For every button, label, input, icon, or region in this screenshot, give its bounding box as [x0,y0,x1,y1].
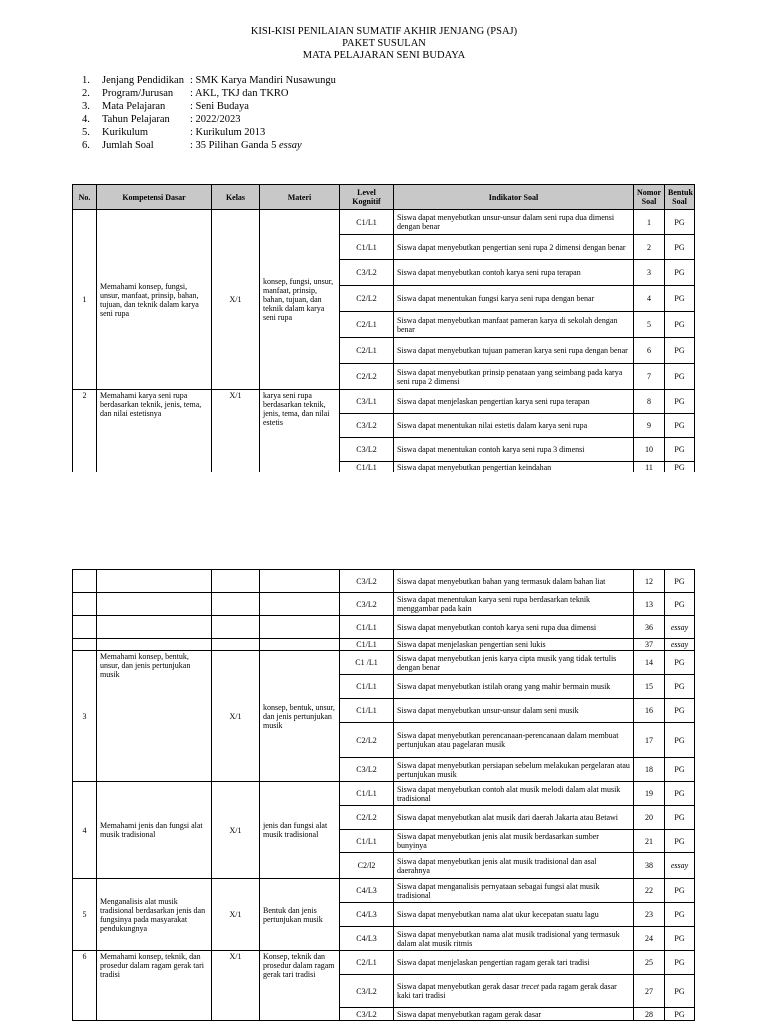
table-cell: C2/L2 [340,286,394,312]
table-cell: C4/L3 [340,879,394,903]
table-cell: C3/L2 [340,1008,394,1021]
table-cell: PG [665,951,695,975]
table-cell: C1/L1 [340,675,394,699]
materi: konsep, fungsi, unsur, manfaat, prinsip, bahan, tujuan, dan teknik dalam karya seni rupa [260,210,340,390]
table-cell: C3/L2 [340,975,394,1008]
table-cell: Siswa dapat menentukan karya seni rupa berdasarkan teknik menggambar pada kain [394,593,634,616]
table-cell [73,639,97,651]
table-cell: 20 [634,806,665,830]
table-cell: Siswa dapat menjelaskan pengertian ragam gerak tari tradisi [394,951,634,975]
table-cell [260,593,340,616]
table-cell: PG [665,364,695,390]
table-cell: 19 [634,782,665,806]
table-cell: PG [665,235,695,260]
table-cell: PG [665,830,695,853]
table-cell: 2 [634,235,665,260]
kd-number: 4 [73,782,97,879]
table-cell: Siswa dapat menganalisis pernyataan sebagai fungsi alat musik tradisional [394,879,634,903]
table-cell: C3/L2 [340,438,394,462]
col-header-kelas: Kelas [212,185,260,210]
table-cell: C2/L1 [340,338,394,364]
table-cell: Siswa dapat menjelaskan pengertian seni lukis [394,639,634,651]
doc-subtitle: PAKET SUSULAN [342,38,426,49]
table-cell: 38 [634,853,665,879]
table-cell: 36 [634,616,665,639]
materi: jenis dan fungsi alat musik tradisional [260,782,340,879]
table-cell: C2/l2 [340,853,394,879]
table-row [73,951,695,975]
kelas: X/1 [212,951,260,1021]
table-cell: PG [665,651,695,675]
kelas: X/1 [212,210,260,390]
kd-text: Memahami konsep, bentuk, unsur, dan jenis pertunjukan musik [97,651,212,782]
table-cell: PG [665,260,695,286]
table-cell: Siswa dapat menyebutkan ragam gerak dasar [394,1008,634,1021]
table-cell: C2/L2 [340,723,394,758]
table-cell: Siswa dapat menyebutkan contoh karya seni rupa dua dimensi [394,616,634,639]
table-cell: 9 [634,414,665,438]
info-row: 2. Program/Jurusan : AKL, TKJ dan TKRO [82,88,289,99]
table-cell: 28 [634,1008,665,1021]
table-row [73,390,695,414]
col-header-materi: Materi [260,185,340,210]
table-cell: 27 [634,975,665,1008]
kd-text: Memahami konsep, fungsi, unsur, manfaat, prinsip, bahan, tujuan, dan teknik dalam karya seni rupa [97,210,212,390]
table-cell [73,593,97,616]
kelas: X/1 [212,390,260,473]
kelas: X/1 [212,782,260,879]
table-cell: PG [665,390,695,414]
table-cell: Siswa dapat menyebutkan contoh alat musik melodi dalam alat musik tradisional [394,782,634,806]
table-cell [97,593,212,616]
table-cell: 22 [634,879,665,903]
table-cell: PG [665,570,695,593]
table-row [73,593,695,616]
table-cell: PG [665,312,695,338]
table-cell: Siswa dapat menentukan contoh karya seni rupa 3 dimensi [394,438,634,462]
table-cell: PG [665,414,695,438]
table-cell [73,570,97,593]
kd-text: Menganalisis alat musik tradisional berdasarkan jenis dan fungsinya pada masyarakat pendukungnya [97,879,212,951]
table-cell: C3/L2 [340,570,394,593]
table-cell: 8 [634,390,665,414]
table-cell: PG [665,438,695,462]
col-header-bentuk: Bentuk Soal [665,185,695,210]
table-cell: Siswa dapat menyebutkan persiapan sebelum melakukan pergelaran atau pertunjukan musik [394,758,634,782]
materi: Bentuk dan jenis pertunjukan musik [260,879,340,951]
table-cell: C1 /L1 [340,651,394,675]
table-cell: Siswa dapat menyebutkan pengertian seni rupa 2 dimensi dengan benar [394,235,634,260]
kd-number: 6 [73,951,97,1021]
kisi-table-page-2 [72,569,695,1021]
table-cell [97,639,212,651]
table-cell: PG [665,723,695,758]
table-cell: 4 [634,286,665,312]
table-cell: 12 [634,570,665,593]
materi: konsep, bentuk, unsur, dan jenis pertunjukan musik [260,651,340,782]
kisi-table-page-1 [72,184,695,473]
col-header-level: Level Kognitif [340,185,394,210]
table-cell: 15 [634,675,665,699]
kd-text: Memahami konsep, teknik, dan prosedur dalam ragam gerak tari tradisi [97,951,212,1021]
table-cell: 7 [634,364,665,390]
table-cell: PG [665,879,695,903]
table-cell: Siswa dapat menentukan fungsi karya seni rupa dengan benar [394,286,634,312]
table-cell: PG [665,462,695,473]
table-cell: PG [665,758,695,782]
table-cell: C1/L1 [340,639,394,651]
kd-text: Memahami karya seni rupa berdasarkan teknik, jenis, tema, dan nilai estetisnya [97,390,212,473]
materi: Konsep, teknik dan prosedur dalam ragam gerak tari tradisi [260,951,340,1021]
table-cell: C3/L1 [340,390,394,414]
kd-number: 1 [73,210,97,390]
table-cell: C2/L1 [340,951,394,975]
col-header-nomor: Nomor Soal [634,185,665,210]
table-cell: Siswa dapat menyebutkan alat musik dari daerah Jakarta atau Betawi [394,806,634,830]
table-cell: C2/L2 [340,806,394,830]
info-row: 4. Tahun Pelajaran : 2022/2023 [82,114,241,125]
table-row [73,210,695,235]
kelas: X/1 [212,879,260,951]
table-cell: 17 [634,723,665,758]
table-cell [212,616,260,639]
table-cell [73,616,97,639]
table-cell [260,639,340,651]
table-cell: PG [665,338,695,364]
doc-subject: MATA PELAJARAN SENI BUDAYA [302,50,466,61]
table-cell: C1/L1 [340,830,394,853]
table-cell [260,616,340,639]
table-cell: PG [665,593,695,616]
table-cell: Siswa dapat menyebutkan pengertian keindahan [394,462,634,473]
table-cell: 23 [634,903,665,927]
table-cell [97,616,212,639]
table-cell: 11 [634,462,665,473]
table-cell: C4/L3 [340,927,394,951]
table-cell: Siswa dapat menyebutkan jenis alat musik berdasarkan sumber bunyinya [394,830,634,853]
table-cell: PG [665,782,695,806]
table-cell: C1/L1 [340,235,394,260]
info-row: 6. Jumlah Soal : 35 Pilihan Ganda 5 essay [82,140,302,151]
table-row [73,570,695,593]
kd-text: Memahami jenis dan fungsi alat musik tradisional [97,782,212,879]
table-cell [212,639,260,651]
table-cell: 25 [634,951,665,975]
table-cell: PG [665,903,695,927]
table-cell: 5 [634,312,665,338]
kelas: X/1 [212,651,260,782]
table-cell: PG [665,699,695,723]
kd-number: 5 [73,879,97,951]
table-cell: C1/L1 [340,210,394,235]
info-list [82,74,336,152]
info-row: 5. Kurikulum : Kurikulum 2013 [82,127,266,138]
table-cell: PG [665,806,695,830]
page-break [0,472,768,568]
info-row: 3. Mata Pelajaran : Seni Budaya [82,101,249,112]
table-cell: PG [665,286,695,312]
col-header-indikator: Indikator Soal [394,185,634,210]
table-cell: essay [665,853,695,879]
table-cell: 10 [634,438,665,462]
table-cell: essay [665,639,695,651]
table-cell: Siswa dapat menentukan nilai estetis dalam karya seni rupa [394,414,634,438]
table-cell [97,570,212,593]
table-row [73,639,695,651]
table-cell: C3/L2 [340,593,394,616]
table-cell: C1/L1 [340,782,394,806]
table-cell: PG [665,1008,695,1021]
table-cell: Siswa dapat menyebutkan gerak dasar trecet pada ragam gerak dasar kaki tari tradisi [394,975,634,1008]
table-cell: Siswa dapat menyebutkan jenis karya cipta musik yang tidak tertulis dengan benar [394,651,634,675]
table-cell: C1/L1 [340,462,394,473]
table-row [73,782,695,806]
table-cell: PG [665,927,695,951]
doc-title: KISI-KISI PENILAIAN SUMATIF AKHIR JENJANG (PSAJ) [250,26,518,37]
table-cell [212,570,260,593]
table-cell: 1 [634,210,665,235]
table-cell: 37 [634,639,665,651]
table-cell: Siswa dapat menyebutkan istilah orang yang mahir bermain musik [394,675,634,699]
table-cell [212,593,260,616]
info-row: 1. Jenjang Pendidikan : SMK Karya Mandiri Nusawungu [82,75,336,86]
table-row [73,879,695,903]
table-cell: Siswa dapat menyebutkan bahan yang termasuk dalam bahan liat [394,570,634,593]
table-cell: 14 [634,651,665,675]
table-row [73,651,695,675]
table-cell: C4/L3 [340,903,394,927]
materi: karya seni rupa berdasarkan teknik, jenis, tema, dan nilai estetis [260,390,340,473]
table-cell: Siswa dapat menyebutkan unsur-unsur dalam seni rupa dua dimensi dengan benar [394,210,634,235]
kd-number: 2 [73,390,97,473]
col-header-no: No. [73,185,97,210]
table-cell: 6 [634,338,665,364]
table-cell: 16 [634,699,665,723]
table-cell: 24 [634,927,665,951]
table-cell: C3/L2 [340,260,394,286]
table-cell: Siswa dapat menyebutkan jenis alat musik tradisional dan asal daerahnya [394,853,634,879]
table-cell: Siswa dapat menyebutkan manfaat pameran karya di sekolah dengan benar [394,312,634,338]
table-cell: 3 [634,260,665,286]
table-cell: PG [665,975,695,1008]
table-row [73,616,695,639]
table-cell: Siswa dapat menyebutkan unsur-unsur dalam seni musik [394,699,634,723]
table-cell [260,570,340,593]
table-cell: PG [665,675,695,699]
table-cell: C1/L1 [340,699,394,723]
table-cell: Siswa dapat menjelaskan pengertian karya seni rupa terapan [394,390,634,414]
kd-number: 3 [73,651,97,782]
table-cell: Siswa dapat menyebutkan nama alat musik tradisional yang termasuk dalam alat musik ritmis [394,927,634,951]
table-cell: C2/L1 [340,312,394,338]
table-cell: Siswa dapat menyebutkan prinsip penataan yang seimbang pada karya seni rupa 2 dimensi [394,364,634,390]
table-cell: C2/L2 [340,364,394,390]
table-cell: Siswa dapat menyebutkan perencanaan-perencanaan dalam membuat pertunjukan atau pagelaran musik [394,723,634,758]
table-cell: 21 [634,830,665,853]
table-cell: essay [665,616,695,639]
table-cell: C1/L1 [340,616,394,639]
table-cell: 13 [634,593,665,616]
table-cell: Siswa dapat menyebutkan tujuan pameran karya seni rupa dengan benar [394,338,634,364]
table-cell: Siswa dapat menyebutkan contoh karya seni rupa terapan [394,260,634,286]
table-cell: 18 [634,758,665,782]
col-header-kd: Kompetensi Dasar [97,185,212,210]
table-cell: PG [665,210,695,235]
table-cell: C3/L2 [340,414,394,438]
table-cell: C3/L2 [340,758,394,782]
table-cell: Siswa dapat menyebutkan nama alat ukur kecepatan suatu lagu [394,903,634,927]
